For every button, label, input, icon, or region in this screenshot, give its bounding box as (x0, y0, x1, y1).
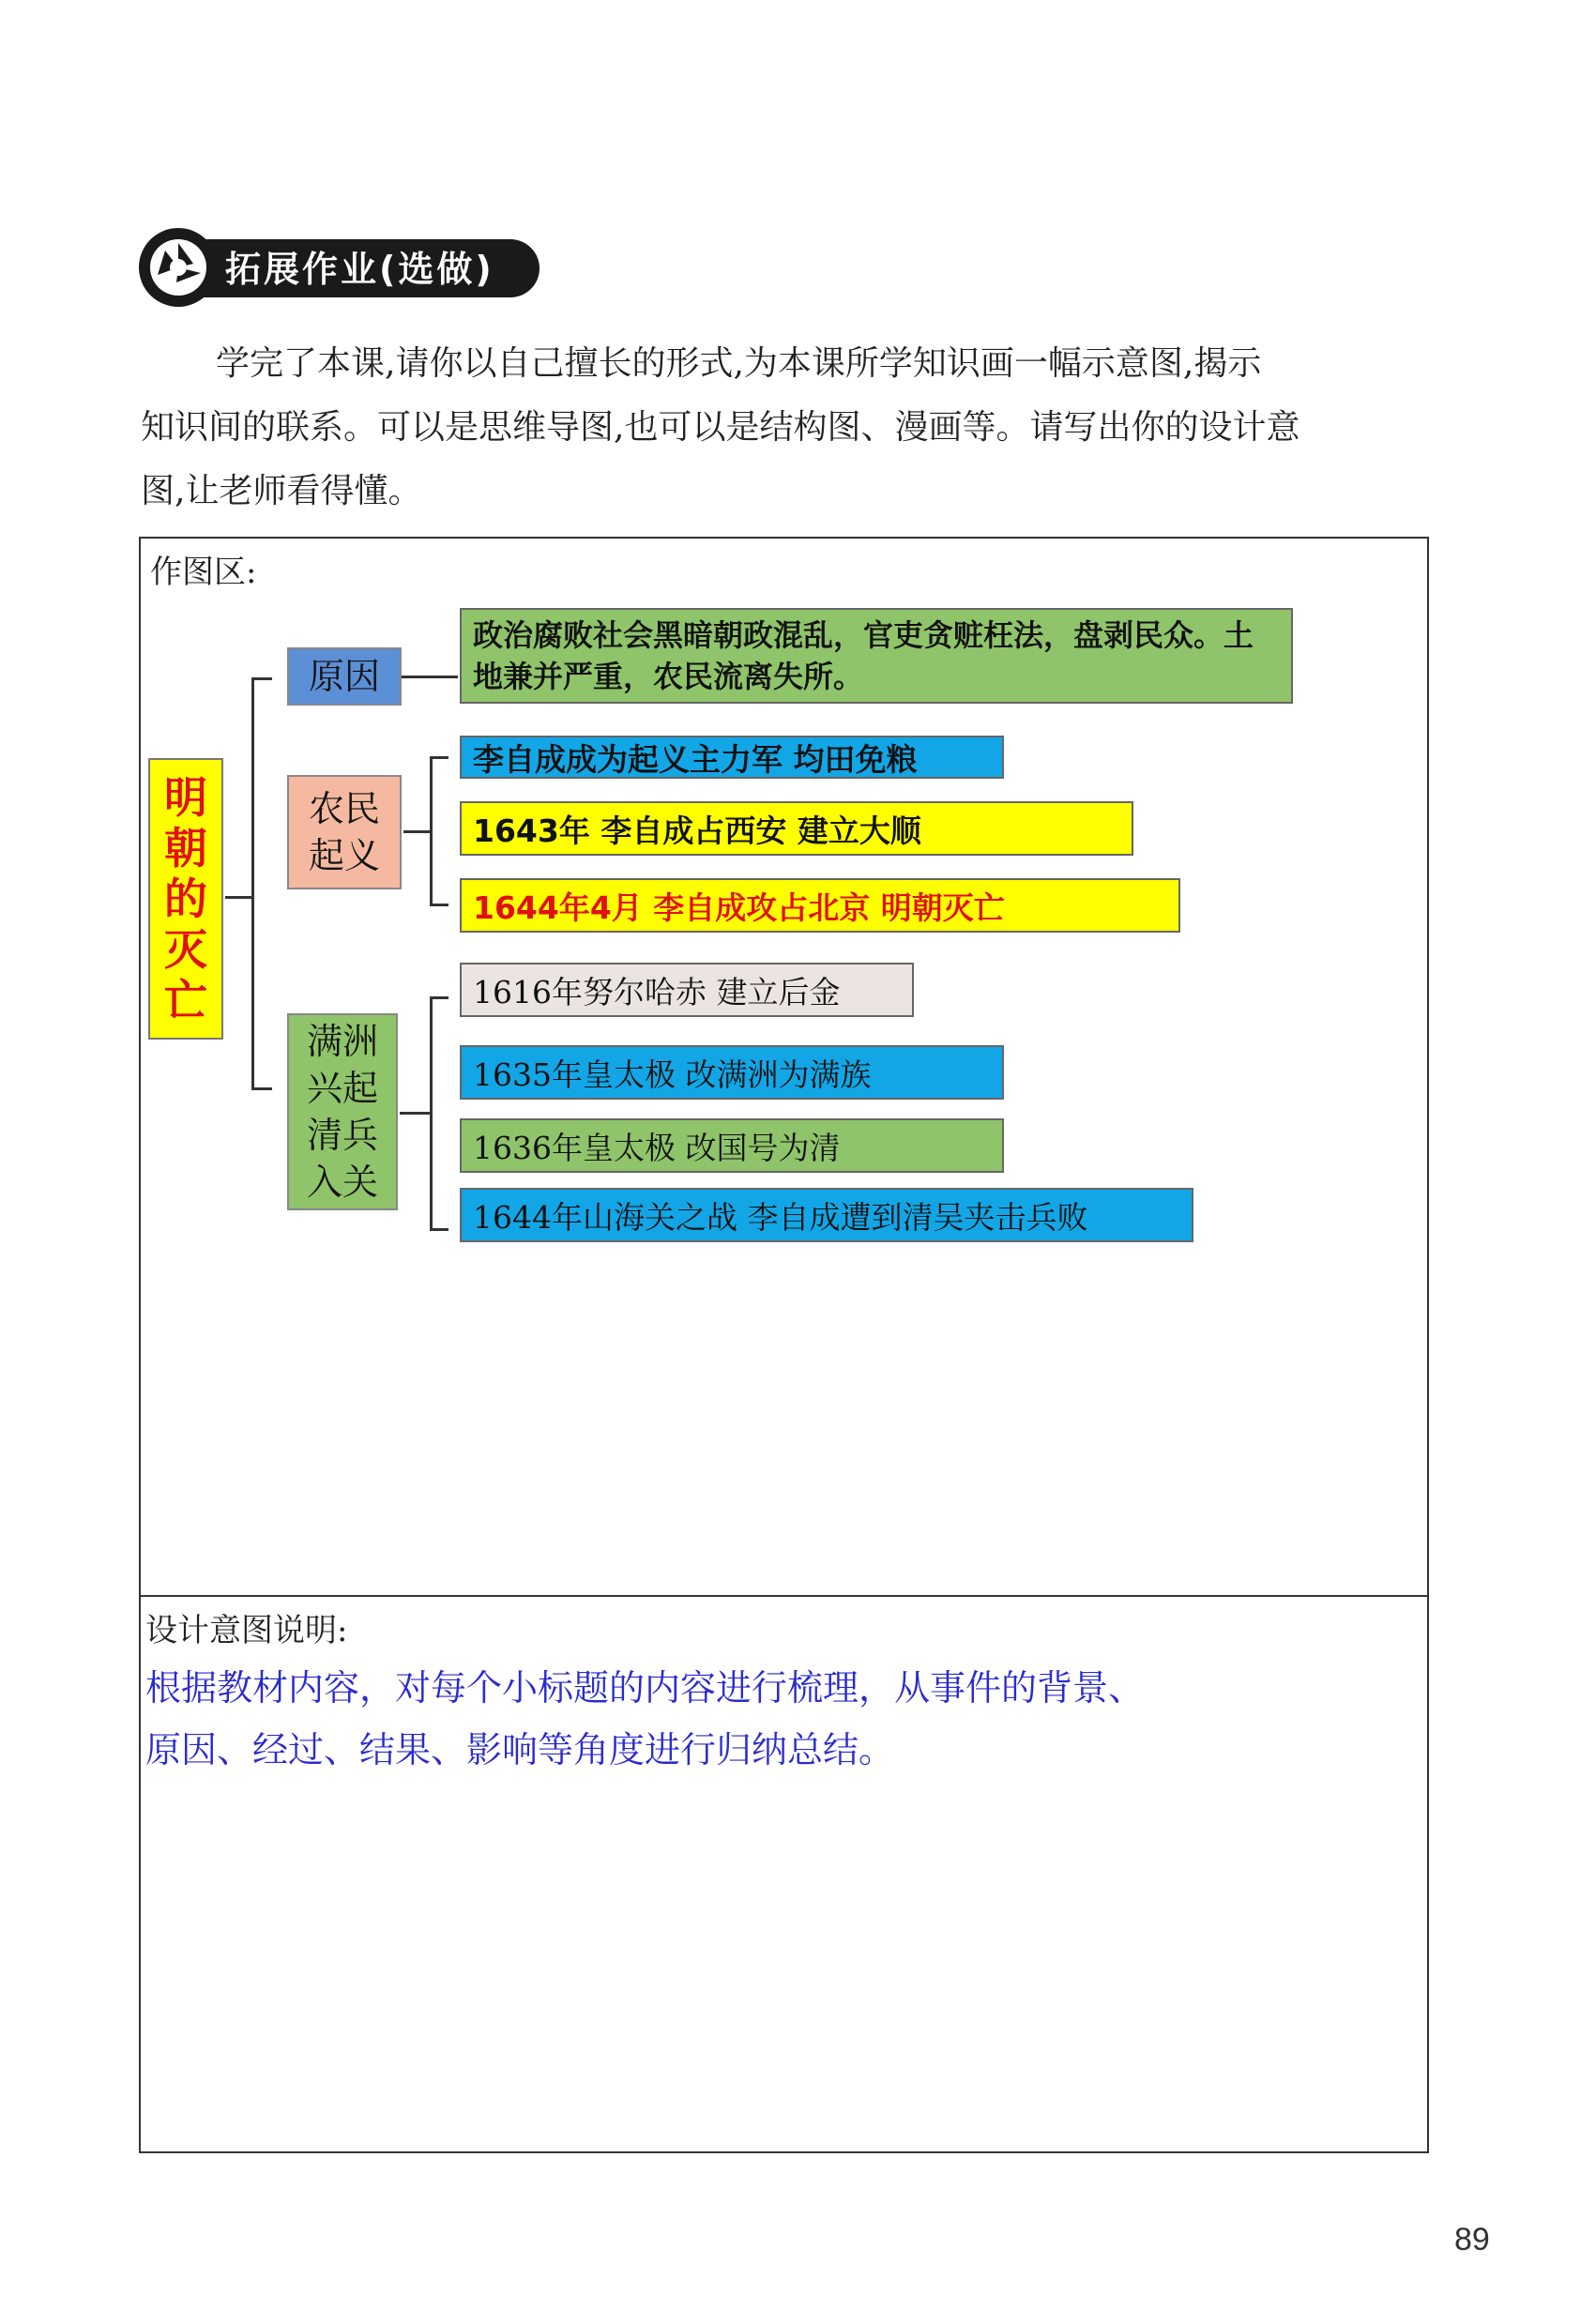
frame-divider (139, 1595, 1429, 1597)
branch-reason: 原因 (287, 647, 402, 706)
root-connector (225, 896, 253, 899)
design-note-line-2: 原因、经过、结果、影响等角度进行归纳总结。 (145, 1729, 895, 1770)
instruction-line-3: 图,让老师看得懂。 (141, 472, 422, 510)
peasant-bracket (430, 756, 448, 906)
main-bracket (251, 677, 272, 1090)
manchu-item-1: 1616年努尔哈赤 建立后金 (460, 963, 914, 1017)
section-title: 拓展作业(选做) (225, 249, 494, 290)
design-note-line-1: 根据教材内容，对每个小标题的内容进行梳理，从事件的背景、 (145, 1667, 1145, 1709)
design-note-label: 设计意图说明: (145, 1612, 348, 1649)
manchu-bracket (430, 996, 448, 1231)
peasant-connector (403, 830, 430, 833)
manchu-item-4: 1644年山海关之战 李自成遭到清吴夹击兵败 (460, 1188, 1193, 1242)
shutter-icon (139, 228, 218, 307)
root-node: 明朝的灭亡 (148, 758, 223, 1040)
manchu-item-2: 1635年皇太极 改满洲为满族 (460, 1045, 1004, 1100)
reason-connector (402, 676, 458, 678)
instruction-line-1: 学完了本课,请你以自己擅长的形式,为本课所学知识画一幅示意图,揭示 (216, 344, 1262, 383)
branch-peasant-uprising: 农民起义 (287, 775, 402, 889)
peasant-item-3: 1644年4月 李自成攻占北京 明朝灭亡 (460, 878, 1180, 933)
drawing-area-label: 作图区: (150, 554, 257, 591)
instruction-line-2: 知识间的联系。可以是思维导图,也可以是结构图、漫画等。请写出你的设计意 (141, 408, 1300, 447)
peasant-item-1: 李自成成为起义主力军 均田免粮 (460, 736, 1004, 779)
page-number: 89 (1454, 2222, 1490, 2257)
branch-manchu-rise: 满洲兴起清兵入关 (287, 1013, 398, 1210)
reason-item: 政治腐败社会黑暗朝政混乱，官吏贪赃枉法，盘剥民众。土地兼并严重，农民流离失所。 (460, 608, 1293, 704)
manchu-connector (400, 1112, 430, 1115)
peasant-item-2: 1643年 李自成占西安 建立大顺 (460, 801, 1133, 856)
manchu-item-3: 1636年皇太极 改国号为清 (460, 1118, 1004, 1173)
